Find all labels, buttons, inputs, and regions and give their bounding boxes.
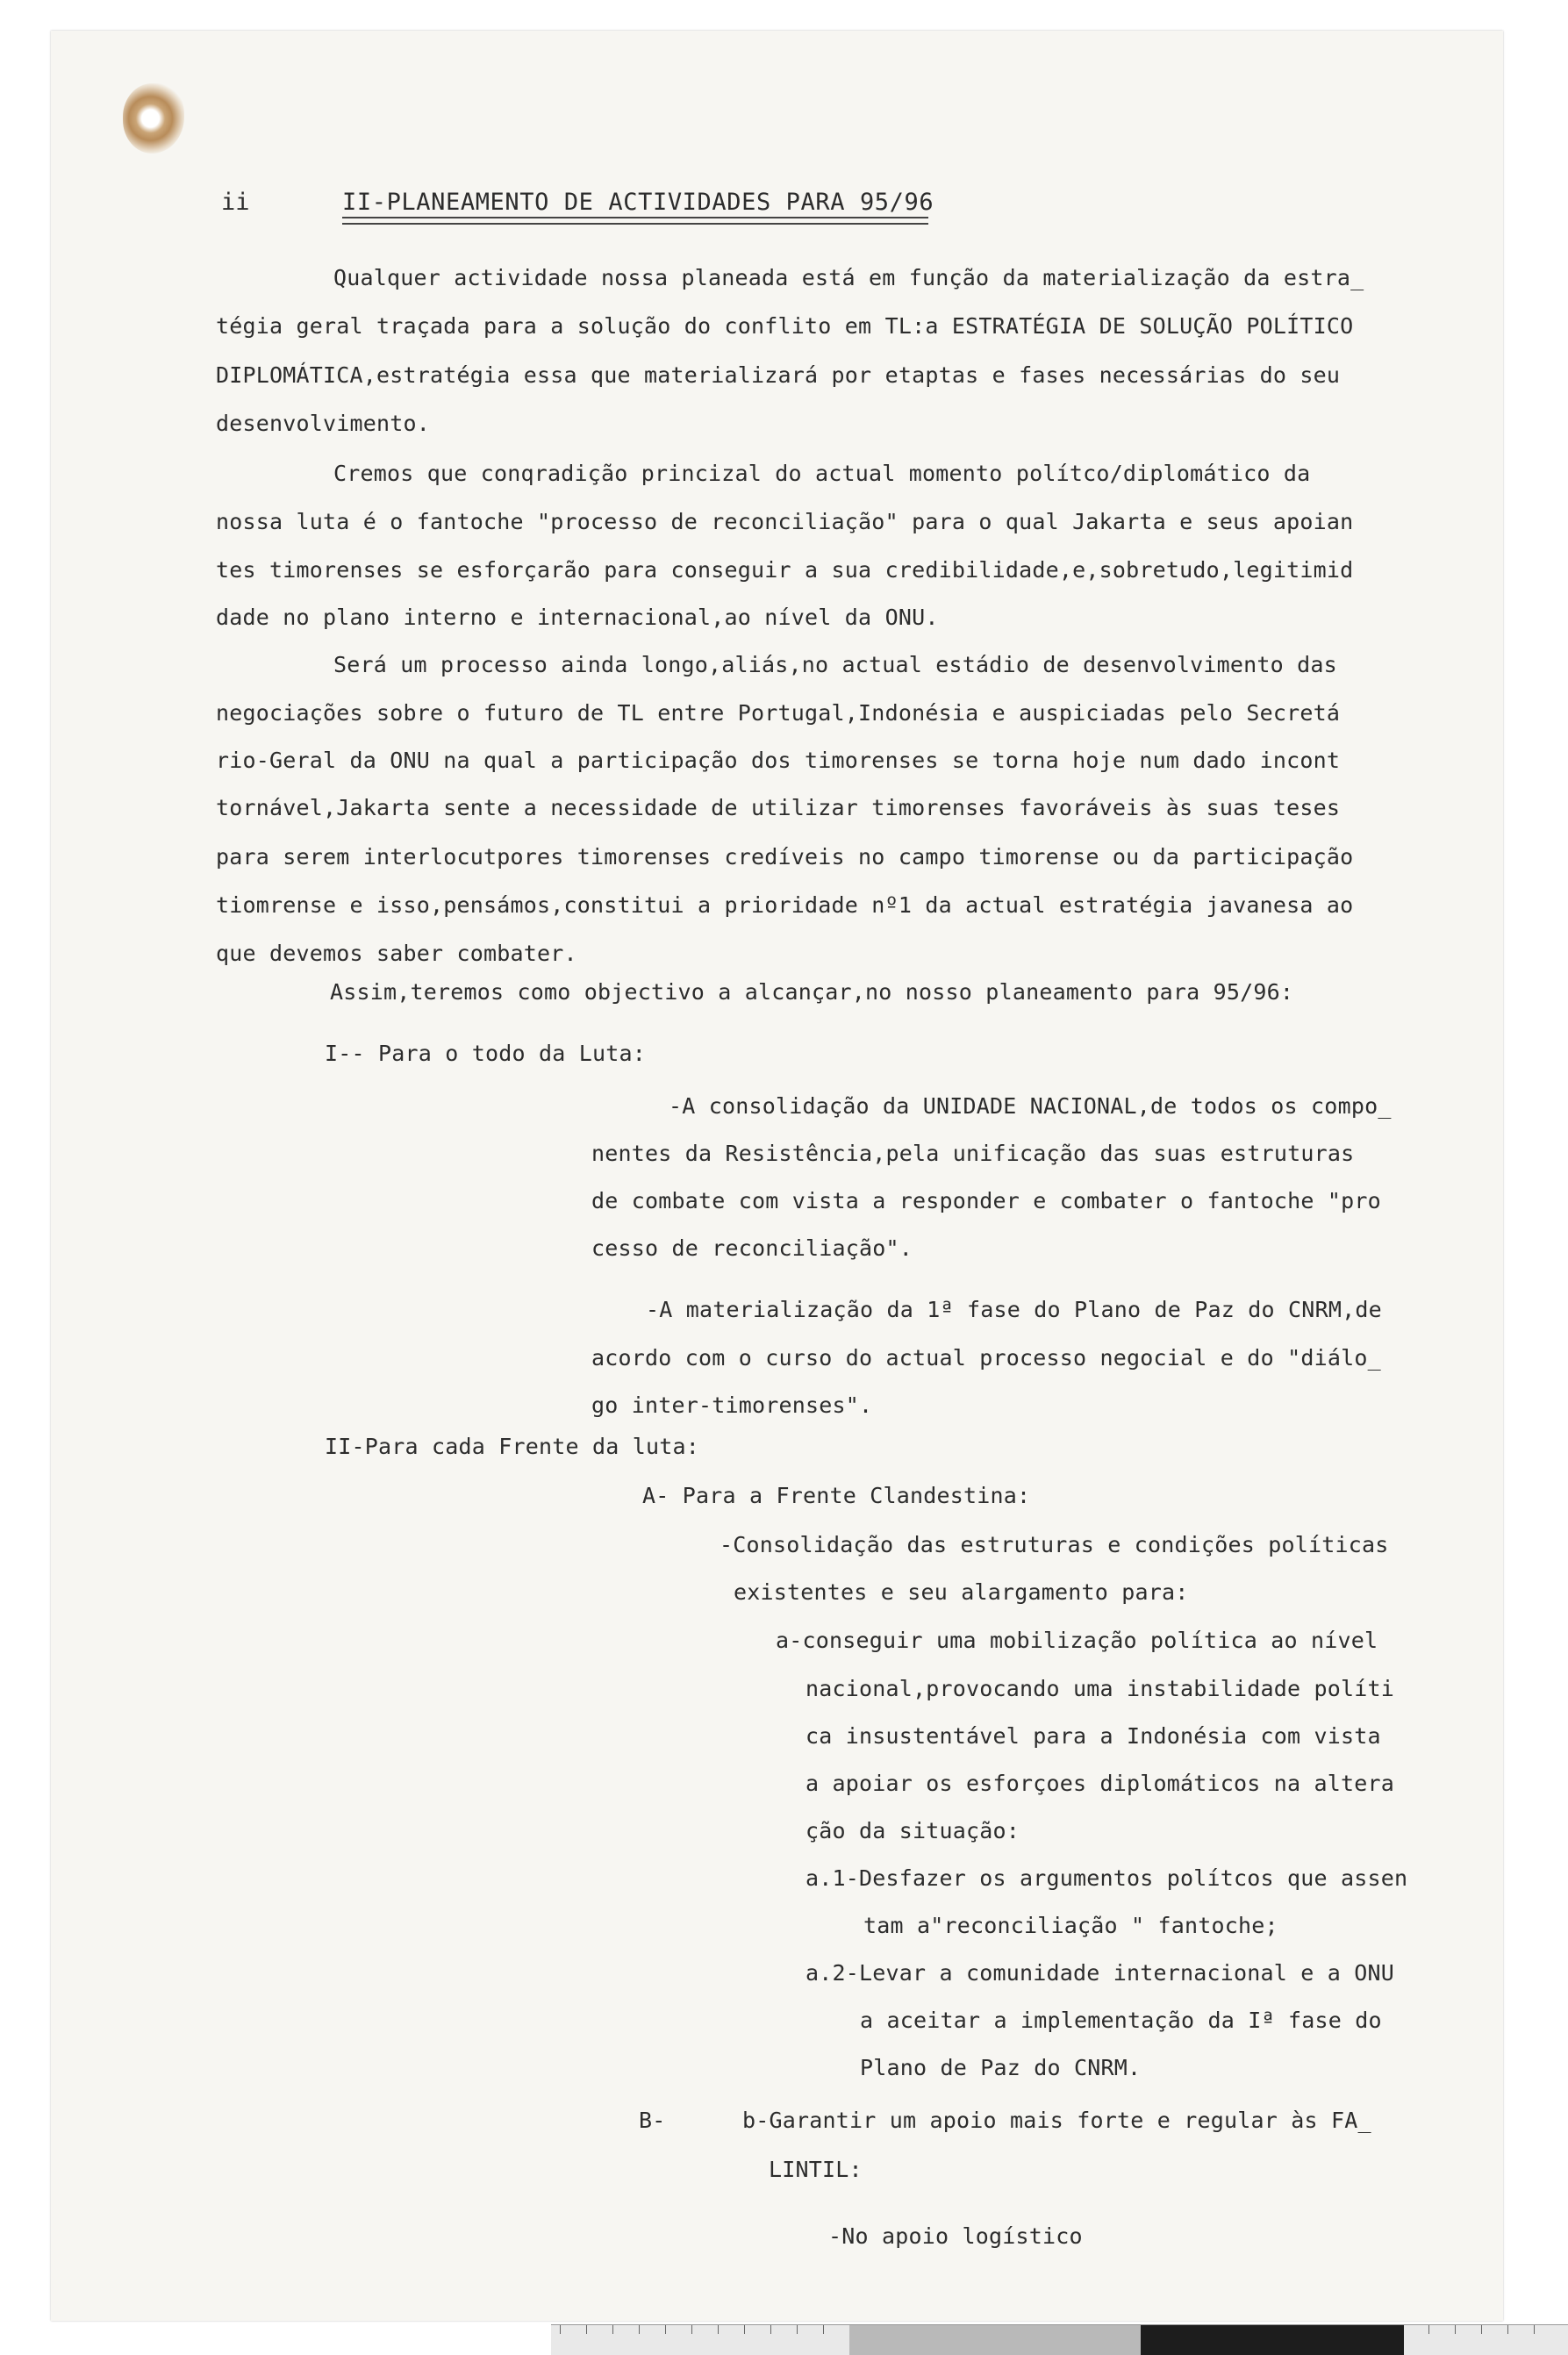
text-line: nacional,provocando uma instabilidade políti xyxy=(805,1676,1395,1701)
text-line: -Consolidação das estruturas e condições políticas xyxy=(720,1532,1389,1557)
text-line: negociações sobre o futuro de TL entre Portugal,Indonésia e auspiciadas pelo Secretá xyxy=(216,700,1341,726)
ruler-tick xyxy=(691,2325,692,2334)
text-line: -No apoio logístico xyxy=(828,2223,1083,2249)
ruler-tick xyxy=(1534,2325,1535,2334)
text-line: Cremos que conqradição princizal do actual momento polítco/diplomático da xyxy=(333,461,1311,486)
ruler-tick xyxy=(1507,2325,1508,2334)
text-line: tes timorenses se esforçarão para conseguir a sua credibilidade,e,sobretudo,legitimid xyxy=(216,557,1354,583)
text-line: A- Para a Frente Clandestina: xyxy=(642,1483,1031,1508)
text-line: LINTIL: xyxy=(769,2157,863,2182)
ruler-tick xyxy=(586,2325,587,2334)
text-line: II-Para cada Frente da luta: xyxy=(325,1434,700,1459)
text-line: b-Garantir um apoio mais forte e regular às FA_ xyxy=(742,2108,1371,2133)
text-line: a apoiar os esforçoes diplomáticos na altera xyxy=(805,1771,1395,1796)
ruler-tick xyxy=(665,2325,666,2334)
text-line: -A consolidação da UNIDADE NACIONAL,de todos os compo_ xyxy=(669,1093,1392,1119)
text-line: desenvolvimento. xyxy=(216,411,431,436)
text-line: tam a"reconciliação " fantoche; xyxy=(863,1913,1278,1938)
text-line: que devemos saber combater. xyxy=(216,941,577,966)
ruler-tick xyxy=(1455,2325,1456,2334)
text-line: nossa luta é o fantoche "processo de reconciliação" para o qual Jakarta e seus apoian xyxy=(216,509,1354,534)
text-line: a.1-Desfazer os argumentos polítcos que assen xyxy=(805,1865,1408,1891)
text-line: -A materialização da 1ª fase do Plano de Paz do CNRM,de xyxy=(646,1297,1382,1322)
text-line: de combate com vista a responder e combater o fantoche "pro xyxy=(591,1188,1381,1213)
text-line: dade no plano interno e internacional,ao nível da ONU. xyxy=(216,605,939,630)
ruler-grey-segment xyxy=(849,2325,1141,2355)
text-line: tornável,Jakarta sente a necessidade de utilizar timorenses favoráveis às suas teses xyxy=(216,795,1341,820)
scale-ruler xyxy=(551,2324,1568,2355)
text-line: rio-Geral da ONU na qual a participação dos timorenses se torna hoje num dado incont xyxy=(216,748,1341,773)
text-line: ca insustentável para a Indonésia com vista xyxy=(805,1723,1381,1749)
text-line: acordo com o curso do actual processo negocial e do "diálo_ xyxy=(591,1345,1381,1371)
text-line: tégia geral traçada para a solução do conflito em TL:a ESTRATÉGIA DE SOLUÇÃO POLÍTICO xyxy=(216,313,1354,339)
text-line: I-- Para o todo da Luta: xyxy=(325,1041,647,1066)
text-line: tiomrense e isso,pensámos,constitui a prioridade nº1 da actual estratégia javanesa ao xyxy=(216,892,1354,918)
text-line: DIPLOMÁTICA,estratégia essa que materializará por etaptas e fases necessárias do seu xyxy=(216,362,1341,388)
text-line: a.2-Levar a comunidade internacional e a ONU xyxy=(805,1960,1395,1986)
text-line: nentes da Resistência,pela unificação das suas estruturas xyxy=(591,1141,1355,1166)
ruler-tick xyxy=(612,2325,613,2334)
text-line: B- xyxy=(639,2108,666,2133)
title-underline xyxy=(342,217,928,225)
ruler-tick xyxy=(797,2325,798,2334)
ruler-tick xyxy=(770,2325,771,2334)
text-line: para serem interlocutpores timorenses credíveis no campo timorense ou da participação xyxy=(216,844,1354,870)
text-line: existentes e seu alargamento para: xyxy=(734,1579,1189,1605)
ruler-dark-segment xyxy=(1141,2325,1404,2355)
ruler-tick xyxy=(560,2325,561,2334)
ruler-tick xyxy=(718,2325,719,2334)
ruler-tick xyxy=(639,2325,640,2334)
text-line: ção da situação: xyxy=(805,1818,1020,1843)
text-line: Qualquer actividade nossa planeada está em função da materialização da estra_ xyxy=(333,265,1364,290)
text-line: Assim,teremos como objectivo a alcançar,no nosso planeamento para 95/96: xyxy=(330,979,1294,1005)
text-line: go inter-timorenses". xyxy=(591,1392,873,1418)
text-line: a-conseguir uma mobilização política ao nível xyxy=(776,1628,1378,1653)
section-number: ii xyxy=(221,189,250,216)
text-line: cesso de reconciliação". xyxy=(591,1235,913,1261)
ruler-tick xyxy=(1481,2325,1482,2334)
text-line: a aceitar a implementação da Iª fase do xyxy=(860,2008,1382,2033)
ruler-tick xyxy=(823,2325,824,2334)
text-line: Será um processo ainda longo,aliás,no actual estádio de desenvolvimento das xyxy=(333,652,1337,677)
document-title: II-PLANEAMENTO DE ACTIVIDADES PARA 95/96 xyxy=(342,189,934,216)
ruler-tick xyxy=(1428,2325,1429,2334)
text-line: Plano de Paz do CNRM. xyxy=(860,2055,1142,2080)
ruler-tick xyxy=(744,2325,745,2334)
